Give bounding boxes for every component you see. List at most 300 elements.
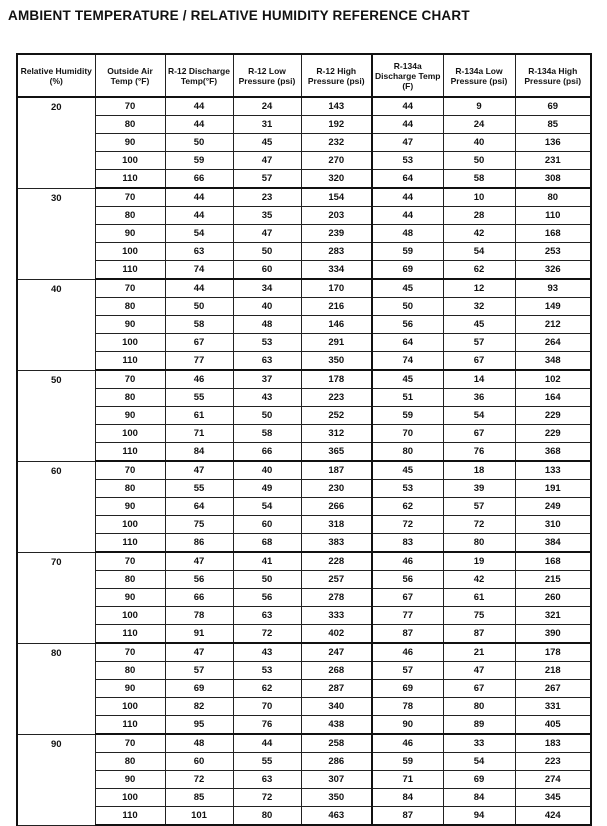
r134a-high-pressure-cell: 168 [515,225,591,243]
r134a-low-pressure-cell: 28 [443,207,515,225]
r134a-high-pressure-cell: 331 [515,698,591,716]
r12-discharge-temp-cell: 95 [165,716,233,735]
table-row [17,534,591,553]
r12-low-pressure-cell: 43 [233,643,301,662]
r12-high-pressure-cell: 143 [301,97,372,116]
r12-low-pressure-cell: 62 [233,680,301,698]
r134a-discharge-temp-cell: 46 [372,552,443,571]
relative-humidity-cell: 50 [17,370,95,461]
r12-discharge-temp-cell: 46 [165,370,233,389]
r134a-discharge-temp-cell: 59 [372,243,443,261]
outside-air-temp-cell: 90 [95,316,165,334]
r134a-discharge-temp-cell: 90 [372,716,443,735]
r134a-discharge-temp-cell: 77 [372,607,443,625]
r134a-discharge-temp-cell: 56 [372,316,443,334]
outside-air-temp-cell: 100 [95,243,165,261]
r12-discharge-temp-cell: 57 [165,662,233,680]
r12-high-pressure-cell: 312 [301,425,372,443]
r134a-high-pressure-cell: 102 [515,370,591,389]
r134a-low-pressure-cell: 54 [443,407,515,425]
r12-low-pressure-cell: 31 [233,116,301,134]
table-row [17,680,591,698]
outside-air-temp-cell: 100 [95,789,165,807]
r12-high-pressure-cell: 239 [301,225,372,243]
r12-low-pressure-cell: 80 [233,807,301,826]
r12-high-pressure-cell: 350 [301,352,372,371]
outside-air-temp-cell: 110 [95,443,165,462]
r134a-low-pressure-cell: 84 [443,789,515,807]
r12-low-pressure-cell: 60 [233,516,301,534]
r12-high-pressure-cell: 192 [301,116,372,134]
r134a-high-pressure-cell: 218 [515,662,591,680]
r134a-discharge-temp-cell: 53 [372,152,443,170]
outside-air-temp-cell: 70 [95,552,165,571]
r12-high-pressure-cell: 333 [301,607,372,625]
r134a-discharge-temp-cell: 83 [372,534,443,553]
r134a-high-pressure-cell: 85 [515,116,591,134]
r12-high-pressure-cell: 365 [301,443,372,462]
r134a-low-pressure-cell: 33 [443,734,515,753]
r12-low-pressure-cell: 49 [233,480,301,498]
relative-humidity-cell: 20 [17,97,95,188]
r134a-low-pressure-cell: 75 [443,607,515,625]
r12-discharge-temp-cell: 85 [165,789,233,807]
r12-low-pressure-cell: 50 [233,243,301,261]
outside-air-temp-cell: 100 [95,334,165,352]
r134a-low-pressure-cell: 69 [443,771,515,789]
r12-high-pressure-cell: 228 [301,552,372,571]
r12-discharge-temp-cell: 84 [165,443,233,462]
r12-discharge-temp-cell: 54 [165,225,233,243]
r134a-discharge-temp-cell: 64 [372,170,443,189]
table-row [17,443,591,462]
r12-high-pressure-cell: 266 [301,498,372,516]
r134a-discharge-temp-cell: 44 [372,207,443,225]
r134a-discharge-temp-cell: 87 [372,807,443,826]
outside-air-temp-cell: 90 [95,771,165,789]
outside-air-temp-cell: 70 [95,188,165,207]
r12-low-pressure-cell: 63 [233,607,301,625]
r134a-low-pressure-cell: 36 [443,389,515,407]
outside-air-temp-cell: 100 [95,152,165,170]
r134a-low-pressure-cell: 80 [443,534,515,553]
r134a-low-pressure-cell: 87 [443,625,515,644]
r134a-low-pressure-cell: 47 [443,662,515,680]
table-row [17,370,591,389]
r134a-high-pressure-cell: 274 [515,771,591,789]
r12-discharge-temp-cell: 58 [165,316,233,334]
r134a-high-pressure-cell: 390 [515,625,591,644]
table-row [17,789,591,807]
table-row [17,152,591,170]
r134a-high-pressure-cell: 136 [515,134,591,152]
r12-discharge-temp-cell: 86 [165,534,233,553]
r134a-low-pressure-cell: 24 [443,116,515,134]
table-row [17,188,591,207]
r134a-discharge-temp-cell: 84 [372,789,443,807]
r12-discharge-temp-cell: 44 [165,97,233,116]
r12-discharge-temp-cell: 44 [165,207,233,225]
r12-high-pressure-cell: 178 [301,370,372,389]
outside-air-temp-cell: 110 [95,716,165,735]
r12-discharge-temp-cell: 48 [165,734,233,753]
r134a-low-pressure-cell: 39 [443,480,515,498]
r134a-high-pressure-cell: 321 [515,607,591,625]
table-row [17,279,591,298]
r12-low-pressure-cell: 40 [233,298,301,316]
r134a-high-pressure-cell: 178 [515,643,591,662]
r12-low-pressure-cell: 23 [233,188,301,207]
table-row [17,225,591,243]
r12-high-pressure-cell: 252 [301,407,372,425]
outside-air-temp-cell: 90 [95,225,165,243]
r12-high-pressure-cell: 318 [301,516,372,534]
table-row [17,498,591,516]
r134a-high-pressure-cell: 384 [515,534,591,553]
r134a-high-pressure-cell: 229 [515,407,591,425]
r12-low-pressure-cell: 72 [233,789,301,807]
relative-humidity-cell: 90 [17,734,95,825]
header-r12-high-pressure: R-12 High Pressure (psi) [301,54,372,97]
r134a-high-pressure-cell: 348 [515,352,591,371]
r134a-discharge-temp-cell: 71 [372,771,443,789]
r12-discharge-temp-cell: 47 [165,552,233,571]
outside-air-temp-cell: 110 [95,807,165,826]
table-row [17,407,591,425]
r134a-discharge-temp-cell: 51 [372,389,443,407]
r134a-high-pressure-cell: 231 [515,152,591,170]
r12-discharge-temp-cell: 69 [165,680,233,698]
r12-low-pressure-cell: 37 [233,370,301,389]
r12-discharge-temp-cell: 82 [165,698,233,716]
table-row [17,97,591,116]
relative-humidity-cell: 60 [17,461,95,552]
r134a-low-pressure-cell: 67 [443,352,515,371]
r12-low-pressure-cell: 40 [233,461,301,480]
r12-discharge-temp-cell: 101 [165,807,233,826]
table-row [17,425,591,443]
r12-high-pressure-cell: 463 [301,807,372,826]
r12-low-pressure-cell: 44 [233,734,301,753]
r12-low-pressure-cell: 43 [233,389,301,407]
r12-discharge-temp-cell: 64 [165,498,233,516]
r12-high-pressure-cell: 187 [301,461,372,480]
r134a-low-pressure-cell: 21 [443,643,515,662]
table-row [17,734,591,753]
table-row [17,552,591,571]
outside-air-temp-cell: 80 [95,116,165,134]
table-row [17,589,591,607]
header-r12-low-pressure: R-12 Low Pressure (psi) [233,54,301,97]
r134a-discharge-temp-cell: 87 [372,625,443,644]
r134a-high-pressure-cell: 405 [515,716,591,735]
r134a-discharge-temp-cell: 46 [372,734,443,753]
r12-low-pressure-cell: 56 [233,589,301,607]
outside-air-temp-cell: 100 [95,516,165,534]
relative-humidity-cell: 30 [17,188,95,279]
table-row [17,243,591,261]
header-r134a-discharge-temp: R-134a Discharge Temp (F) [372,54,443,97]
table-row [17,607,591,625]
r12-high-pressure-cell: 230 [301,480,372,498]
r134a-discharge-temp-cell: 45 [372,279,443,298]
r12-low-pressure-cell: 54 [233,498,301,516]
outside-air-temp-cell: 80 [95,662,165,680]
r12-low-pressure-cell: 57 [233,170,301,189]
r134a-discharge-temp-cell: 45 [372,370,443,389]
r134a-discharge-temp-cell: 69 [372,261,443,280]
r12-discharge-temp-cell: 63 [165,243,233,261]
r134a-low-pressure-cell: 9 [443,97,515,116]
r134a-high-pressure-cell: 249 [515,498,591,516]
r12-discharge-temp-cell: 47 [165,461,233,480]
relative-humidity-cell: 70 [17,552,95,643]
outside-air-temp-cell: 100 [95,698,165,716]
r134a-high-pressure-cell: 191 [515,480,591,498]
table-row [17,116,591,134]
outside-air-temp-cell: 70 [95,370,165,389]
r12-discharge-temp-cell: 44 [165,188,233,207]
r134a-low-pressure-cell: 61 [443,589,515,607]
outside-air-temp-cell: 90 [95,134,165,152]
outside-air-temp-cell: 70 [95,643,165,662]
table-row [17,316,591,334]
r134a-high-pressure-cell: 164 [515,389,591,407]
table-row [17,134,591,152]
r134a-low-pressure-cell: 10 [443,188,515,207]
outside-air-temp-cell: 80 [95,207,165,225]
r12-discharge-temp-cell: 61 [165,407,233,425]
outside-air-temp-cell: 110 [95,534,165,553]
r134a-low-pressure-cell: 67 [443,425,515,443]
r134a-high-pressure-cell: 260 [515,589,591,607]
r12-discharge-temp-cell: 60 [165,753,233,771]
r134a-discharge-temp-cell: 74 [372,352,443,371]
r134a-low-pressure-cell: 80 [443,698,515,716]
r134a-low-pressure-cell: 40 [443,134,515,152]
r134a-discharge-temp-cell: 53 [372,480,443,498]
r134a-high-pressure-cell: 215 [515,571,591,589]
r134a-discharge-temp-cell: 67 [372,589,443,607]
r134a-low-pressure-cell: 76 [443,443,515,462]
r12-low-pressure-cell: 58 [233,425,301,443]
table-row [17,461,591,480]
r12-high-pressure-cell: 270 [301,152,372,170]
r12-high-pressure-cell: 203 [301,207,372,225]
r12-low-pressure-cell: 53 [233,334,301,352]
r134a-high-pressure-cell: 264 [515,334,591,352]
r12-high-pressure-cell: 287 [301,680,372,698]
r134a-low-pressure-cell: 62 [443,261,515,280]
r134a-high-pressure-cell: 168 [515,552,591,571]
table-row [17,298,591,316]
r134a-discharge-temp-cell: 45 [372,461,443,480]
r12-low-pressure-cell: 45 [233,134,301,152]
r134a-low-pressure-cell: 18 [443,461,515,480]
r12-low-pressure-cell: 47 [233,152,301,170]
outside-air-temp-cell: 80 [95,753,165,771]
table-row [17,571,591,589]
r12-high-pressure-cell: 247 [301,643,372,662]
r134a-high-pressure-cell: 308 [515,170,591,189]
table-row [17,662,591,680]
r134a-discharge-temp-cell: 47 [372,134,443,152]
r12-discharge-temp-cell: 50 [165,134,233,152]
r12-low-pressure-cell: 41 [233,552,301,571]
table-row [17,334,591,352]
outside-air-temp-cell: 100 [95,425,165,443]
outside-air-temp-cell: 70 [95,97,165,116]
r12-low-pressure-cell: 55 [233,753,301,771]
r12-low-pressure-cell: 24 [233,97,301,116]
outside-air-temp-cell: 80 [95,480,165,498]
r12-discharge-temp-cell: 66 [165,589,233,607]
r134a-low-pressure-cell: 57 [443,498,515,516]
r12-discharge-temp-cell: 56 [165,571,233,589]
r12-discharge-temp-cell: 91 [165,625,233,644]
r12-discharge-temp-cell: 77 [165,352,233,371]
r12-low-pressure-cell: 60 [233,261,301,280]
r12-discharge-temp-cell: 74 [165,261,233,280]
table-row [17,698,591,716]
table-row [17,389,591,407]
relative-humidity-cell: 40 [17,279,95,370]
r12-discharge-temp-cell: 44 [165,279,233,298]
r134a-high-pressure-cell: 223 [515,753,591,771]
r12-low-pressure-cell: 48 [233,316,301,334]
outside-air-temp-cell: 80 [95,389,165,407]
table-body [17,97,591,825]
table-row [17,516,591,534]
r12-high-pressure-cell: 170 [301,279,372,298]
r12-high-pressure-cell: 268 [301,662,372,680]
r12-high-pressure-cell: 291 [301,334,372,352]
r12-high-pressure-cell: 283 [301,243,372,261]
outside-air-temp-cell: 110 [95,261,165,280]
r12-discharge-temp-cell: 55 [165,389,233,407]
outside-air-temp-cell: 90 [95,498,165,516]
r12-low-pressure-cell: 53 [233,662,301,680]
outside-air-temp-cell: 90 [95,407,165,425]
r12-low-pressure-cell: 34 [233,279,301,298]
outside-air-temp-cell: 110 [95,625,165,644]
r12-high-pressure-cell: 350 [301,789,372,807]
r12-discharge-temp-cell: 44 [165,116,233,134]
r12-discharge-temp-cell: 67 [165,334,233,352]
r12-high-pressure-cell: 340 [301,698,372,716]
table-row [17,170,591,189]
table-row [17,771,591,789]
r134a-high-pressure-cell: 326 [515,261,591,280]
r134a-discharge-temp-cell: 59 [372,753,443,771]
r12-discharge-temp-cell: 75 [165,516,233,534]
r12-high-pressure-cell: 146 [301,316,372,334]
outside-air-temp-cell: 110 [95,352,165,371]
r134a-discharge-temp-cell: 64 [372,334,443,352]
table-row [17,625,591,644]
r12-discharge-temp-cell: 50 [165,298,233,316]
header-outside-air-temp: Outside Air Temp (°F) [95,54,165,97]
r134a-low-pressure-cell: 12 [443,279,515,298]
r12-low-pressure-cell: 35 [233,207,301,225]
r134a-high-pressure-cell: 229 [515,425,591,443]
r134a-low-pressure-cell: 14 [443,370,515,389]
r134a-low-pressure-cell: 42 [443,225,515,243]
r134a-low-pressure-cell: 58 [443,170,515,189]
r12-high-pressure-cell: 223 [301,389,372,407]
r134a-high-pressure-cell: 267 [515,680,591,698]
r134a-low-pressure-cell: 19 [443,552,515,571]
reference-table [16,53,592,826]
outside-air-temp-cell: 80 [95,298,165,316]
r12-low-pressure-cell: 70 [233,698,301,716]
header-row [17,54,591,97]
r134a-discharge-temp-cell: 70 [372,425,443,443]
r12-low-pressure-cell: 68 [233,534,301,553]
r134a-low-pressure-cell: 45 [443,316,515,334]
r134a-discharge-temp-cell: 44 [372,188,443,207]
outside-air-temp-cell: 70 [95,461,165,480]
r12-discharge-temp-cell: 72 [165,771,233,789]
r134a-high-pressure-cell: 310 [515,516,591,534]
r12-high-pressure-cell: 154 [301,188,372,207]
r134a-discharge-temp-cell: 56 [372,571,443,589]
r134a-high-pressure-cell: 110 [515,207,591,225]
table-row [17,807,591,826]
r12-high-pressure-cell: 438 [301,716,372,735]
r134a-discharge-temp-cell: 59 [372,407,443,425]
r134a-low-pressure-cell: 67 [443,680,515,698]
outside-air-temp-cell: 70 [95,734,165,753]
r134a-low-pressure-cell: 50 [443,152,515,170]
outside-air-temp-cell: 100 [95,607,165,625]
r134a-discharge-temp-cell: 44 [372,97,443,116]
r12-low-pressure-cell: 63 [233,352,301,371]
header-r12-discharge-temp: R-12 Discharge Temp(°F) [165,54,233,97]
table-row [17,716,591,735]
r134a-high-pressure-cell: 424 [515,807,591,826]
relative-humidity-cell: 80 [17,643,95,734]
r134a-high-pressure-cell: 80 [515,188,591,207]
outside-air-temp-cell: 70 [95,279,165,298]
table-row [17,352,591,371]
r134a-low-pressure-cell: 89 [443,716,515,735]
table-row [17,643,591,662]
table-row [17,480,591,498]
r12-high-pressure-cell: 307 [301,771,372,789]
r134a-low-pressure-cell: 57 [443,334,515,352]
r12-discharge-temp-cell: 71 [165,425,233,443]
r134a-discharge-temp-cell: 57 [372,662,443,680]
r12-low-pressure-cell: 76 [233,716,301,735]
r12-high-pressure-cell: 383 [301,534,372,553]
r12-discharge-temp-cell: 66 [165,170,233,189]
r134a-high-pressure-cell: 253 [515,243,591,261]
r12-high-pressure-cell: 216 [301,298,372,316]
r12-low-pressure-cell: 63 [233,771,301,789]
r134a-discharge-temp-cell: 80 [372,443,443,462]
r12-high-pressure-cell: 334 [301,261,372,280]
r12-high-pressure-cell: 286 [301,753,372,771]
r134a-low-pressure-cell: 72 [443,516,515,534]
r134a-discharge-temp-cell: 62 [372,498,443,516]
r12-low-pressure-cell: 47 [233,225,301,243]
r134a-discharge-temp-cell: 78 [372,698,443,716]
r12-high-pressure-cell: 257 [301,571,372,589]
r12-low-pressure-cell: 50 [233,407,301,425]
r134a-discharge-temp-cell: 72 [372,516,443,534]
r134a-high-pressure-cell: 345 [515,789,591,807]
